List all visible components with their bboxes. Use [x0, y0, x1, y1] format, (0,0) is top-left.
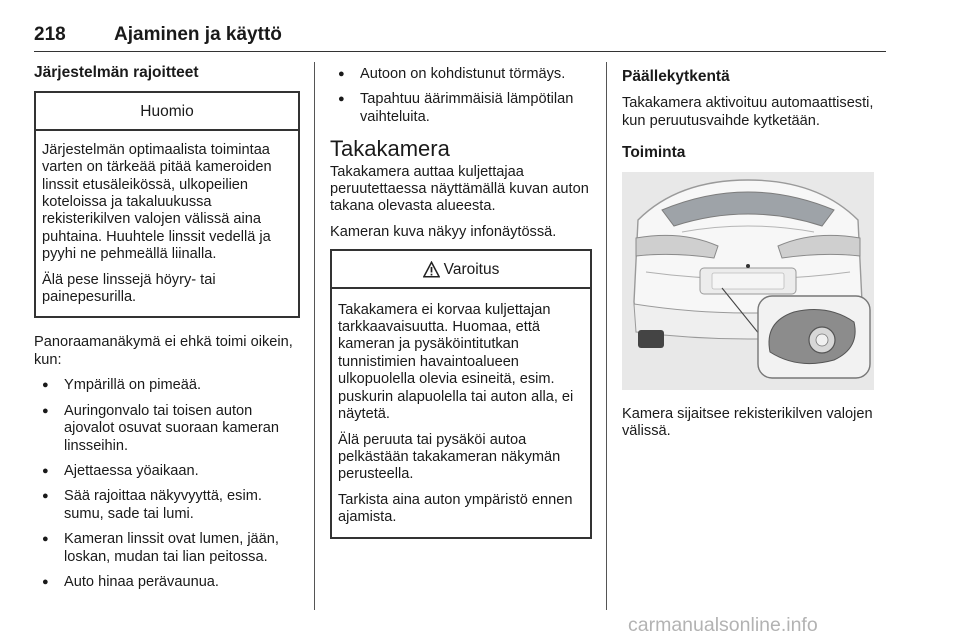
figure-caption: Kamera sijaitsee rekisterikilven valojen välissä. — [622, 405, 873, 440]
section-title: Järjestelmän rajoitteet — [34, 64, 199, 81]
column-divider-1 — [314, 62, 315, 610]
notice-title: Huomio — [36, 93, 298, 130]
page-header — [34, 6, 886, 50]
page-number: 218 — [34, 24, 66, 45]
list-item: ● Auto hinaa perävaunua. — [34, 574, 300, 591]
chapter-title: Ajaminen ja käyttö — [114, 24, 282, 45]
notice-box — [34, 91, 300, 318]
warning-paragraph: Tarkista aina auton ympäristö ennen ajamista. — [338, 491, 573, 526]
warning-title: Varoitus — [332, 251, 590, 288]
intro-text: Panoraamanäkymä ei ehkä toimi oikein, kun: — [34, 334, 293, 368]
section-title: Toiminta — [622, 144, 686, 162]
section-title: Päällekytkentä — [622, 68, 730, 85]
conditions-list — [34, 377, 300, 591]
warning-box — [330, 249, 592, 538]
watermark: carmanualsonline.info — [628, 614, 818, 636]
header-rule — [34, 51, 886, 52]
list-item: ● Tapahtuu äärimmäisiä lämpötilan vaihteluita. — [330, 91, 592, 126]
list-item: ● Autoon on kohdistunut törmäys. — [330, 66, 592, 83]
rear-camera-illustration — [622, 172, 874, 390]
notice-body — [36, 131, 298, 317]
list-item: ● Sää rajoittaa näkyvyyttä, esim. sumu, sade tai lumi. — [34, 488, 300, 523]
left-column — [34, 62, 300, 599]
conditions-list-continued — [330, 66, 592, 126]
list-item: ● Auringonvalo tai toisen auton ajovalot osuvat suoraan kameran linsseihin. — [34, 403, 300, 455]
column-divider-2 — [606, 62, 607, 610]
notice-paragraph: Järjestelmän optimaalista toimintaa varten on tärkeää pitää kameroiden linssit etusäleikössä, ulkopeilien koteloissa ja takaluukussa rekisterikilven valojen välissä aina puhtaina. Huuhtele linssit vedellä ja pyyhi ne pehmeällä liinalla. — [42, 141, 272, 263]
list-item: ● Ympärillä on pimeää. — [34, 377, 300, 394]
warning-paragraph: Älä peruuta tai pysäköi autoa pelkästään takakameran näkymän perusteella. — [338, 431, 561, 483]
warning-paragraph: Takakamera ei korvaa kuljettajan tarkkaavaisuutta. Huomaa, että kameran ja pysäköintitutkan tunnistimien havaintoalueen ulkopuolella olevia esineitä, esim. puskurin alapuolella tai auton alla, ei näytetä. — [338, 301, 574, 423]
right-column — [622, 62, 886, 448]
paragraph: Takakamera aktivoituu automaattisesti, kun peruutusvaihde kytketään. — [622, 95, 874, 129]
paragraph: Kameran kuva näkyy infonäytössä. — [330, 223, 557, 240]
notice-paragraph: Älä pese linssejä höyry- tai painepesurilla. — [42, 271, 216, 306]
paragraph: Takakamera auttaa kuljettajaa peruutettaessa näyttämällä kuvan auton takana olevasta alueesta. — [330, 163, 589, 215]
list-item: ● Ajettaessa yöaikaan. — [34, 463, 300, 480]
warning-body — [332, 289, 590, 537]
warning-icon — [423, 261, 440, 278]
middle-column — [330, 62, 592, 555]
list-item: ● Kameran linssit ovat lumen, jään, loskan, mudan tai lian peitossa. — [34, 531, 300, 566]
section-heading: Takakamera — [330, 136, 450, 162]
